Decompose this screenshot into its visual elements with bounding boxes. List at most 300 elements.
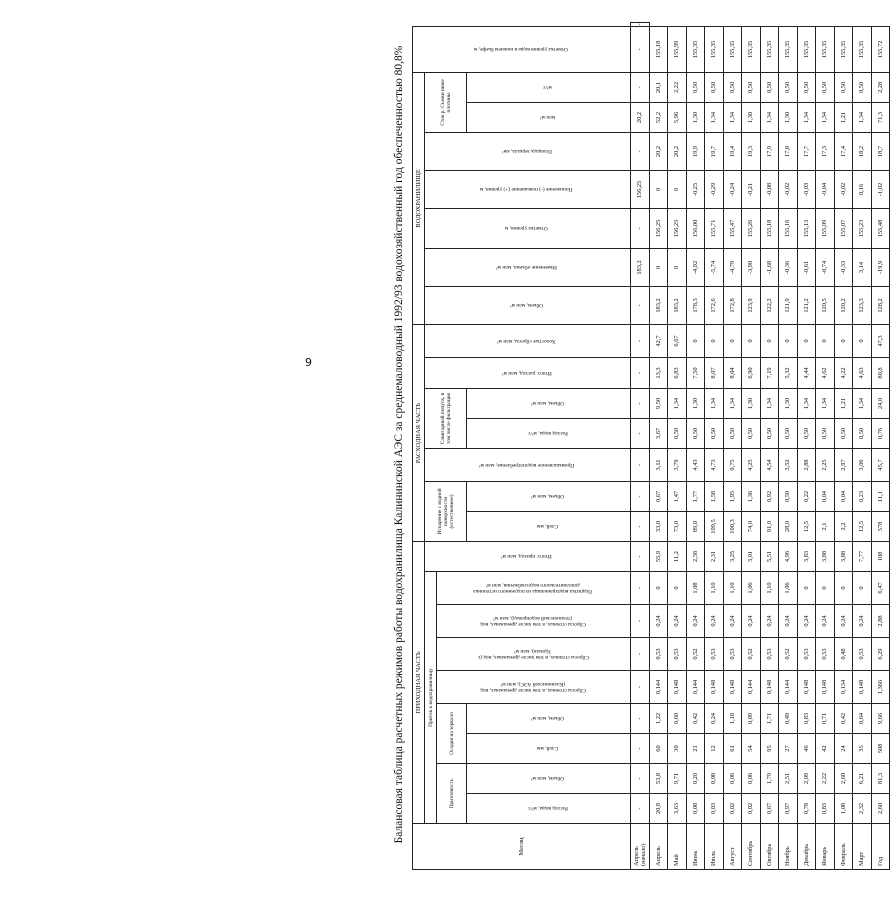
value-cell: 0,23 bbox=[853, 481, 872, 511]
value-cell: 2,60 bbox=[871, 794, 890, 824]
month-cell: Апрель bbox=[649, 824, 668, 870]
table-row bbox=[797, 23, 816, 870]
value-cell: 0,06 bbox=[742, 764, 761, 794]
value-cell: 2,25 bbox=[816, 448, 835, 481]
month-cell: Январь bbox=[816, 824, 835, 870]
rotated-sheet bbox=[390, 17, 895, 872]
value-cell: 0 bbox=[649, 248, 668, 286]
value-cell: 156,25 bbox=[649, 208, 668, 248]
value-cell: 0 bbox=[853, 324, 872, 357]
seepage-discharge-header: Расход воды, м³/с bbox=[467, 418, 631, 448]
value-cell: 172,8 bbox=[723, 286, 742, 324]
value-cell: - bbox=[631, 572, 650, 605]
value-cell: 42,7 bbox=[649, 324, 668, 357]
tributary-volume-header: Объем, млн м³ bbox=[467, 764, 631, 794]
value-cell: 5,96 bbox=[668, 102, 687, 132]
value-cell: -0,25 bbox=[686, 170, 705, 208]
value-cell: 0,02 bbox=[742, 794, 761, 824]
value-cell: - bbox=[631, 638, 650, 671]
value-cell: 0,42 bbox=[686, 704, 705, 734]
value-cell: 0,50 bbox=[742, 72, 761, 102]
value-cell: 1,34 bbox=[705, 102, 724, 132]
value-cell: 0,24 bbox=[705, 605, 724, 638]
value-cell: - bbox=[631, 26, 650, 72]
value-cell: 4,44 bbox=[797, 357, 816, 388]
value-cell: 0 bbox=[668, 170, 687, 208]
value-cell: -0,36 bbox=[779, 248, 798, 286]
value-cell: 0 bbox=[834, 324, 853, 357]
value-cell: 7,77 bbox=[853, 541, 872, 571]
value-cell: 155,35 bbox=[742, 26, 761, 72]
value-cell: 30 bbox=[668, 734, 687, 764]
value-cell: 0,08 bbox=[705, 764, 724, 794]
value-cell: 0,53 bbox=[649, 638, 668, 671]
value-cell: 183,2 bbox=[668, 286, 687, 324]
value-cell: - bbox=[631, 418, 650, 448]
value-cell: 122,2 bbox=[760, 286, 779, 324]
value-cell: 0,83 bbox=[797, 704, 816, 734]
value-cell: 6,47 bbox=[871, 572, 890, 605]
value-cell: 11,2 bbox=[668, 541, 687, 571]
evaporation-layer-header: Слой, мм bbox=[467, 511, 631, 541]
value-cell: 1,06 bbox=[779, 572, 798, 605]
value-cell: 0,78 bbox=[797, 794, 816, 824]
value-cell: - bbox=[631, 23, 650, 27]
value-cell: 2,58 bbox=[686, 541, 705, 571]
precipitation-volume-header: Объем, млн м³ bbox=[467, 704, 631, 734]
value-cell: 0,20 bbox=[686, 764, 705, 794]
value-cell: 120,2 bbox=[834, 286, 853, 324]
value-cell: 156,00 bbox=[686, 208, 705, 248]
value-cell: 9,50 bbox=[649, 388, 668, 418]
value-cell: 178,3 bbox=[686, 286, 705, 324]
value-cell: 0,04 bbox=[816, 481, 835, 511]
value-cell: 155,18 bbox=[649, 26, 668, 72]
value-cell: 1,30 bbox=[779, 102, 798, 132]
value-cell: 11,1 bbox=[871, 481, 890, 511]
value-cell: 3,83 bbox=[797, 541, 816, 571]
tributary-discharge-header: Расход воды, м³/с bbox=[467, 794, 631, 824]
value-cell: 3,79 bbox=[668, 448, 687, 481]
value-cell: 0,09 bbox=[742, 704, 761, 734]
value-cell: 0,50 bbox=[834, 418, 853, 448]
value-cell: - bbox=[631, 671, 650, 704]
value-cell: - bbox=[631, 388, 650, 418]
value-cell: 0 bbox=[723, 324, 742, 357]
value-cell: - bbox=[631, 704, 650, 734]
value-cell: 0,53 bbox=[723, 638, 742, 671]
value-cell: 0 bbox=[649, 572, 668, 605]
value-cell: - bbox=[631, 286, 650, 324]
value-cell: 6,67 bbox=[668, 324, 687, 357]
value-cell: 155,35 bbox=[723, 26, 742, 72]
value-cell: 12,5 bbox=[853, 511, 872, 541]
value-cell: 1,10 bbox=[723, 572, 742, 605]
value-cell: 2,60 bbox=[834, 764, 853, 794]
value-cell: 0,53 bbox=[760, 638, 779, 671]
value-cell: 1,30 bbox=[742, 102, 761, 132]
value-cell: 0 bbox=[834, 572, 853, 605]
value-cell: 2,51 bbox=[779, 764, 798, 794]
value-cell: 52,2 bbox=[649, 102, 668, 132]
value-cell: 0,148 bbox=[797, 671, 816, 704]
value-cell: 0,50 bbox=[760, 72, 779, 102]
value-cell: - bbox=[631, 132, 650, 170]
value-cell: 0,24 bbox=[797, 605, 816, 638]
value-cell: 13,3 bbox=[649, 357, 668, 388]
value-cell: 155,35 bbox=[853, 26, 872, 72]
balance-table bbox=[412, 22, 890, 870]
value-cell: 123,3 bbox=[853, 286, 872, 324]
value-cell: 71,3 bbox=[871, 102, 890, 132]
value-cell: 18,2 bbox=[853, 132, 872, 170]
month-cell: Октябрь bbox=[760, 824, 779, 870]
value-cell: 0,24 bbox=[705, 704, 724, 734]
value-cell: 0,144 bbox=[779, 671, 798, 704]
value-cell: 1,34 bbox=[723, 102, 742, 132]
value-cell: 1,77 bbox=[686, 481, 705, 511]
additional-inflow-header: Подпитка водохранилища из подземного источника дополнительного водоснабжения, млн м³ bbox=[437, 572, 631, 605]
table-body bbox=[631, 23, 890, 870]
value-cell: 6,29 bbox=[871, 638, 890, 671]
value-cell: 155,13 bbox=[797, 208, 816, 248]
precipitation-header: Осадки на зеркало bbox=[437, 704, 467, 764]
value-cell: 0,50 bbox=[723, 72, 742, 102]
value-cell: 0,144 bbox=[742, 671, 761, 704]
value-cell: 0 bbox=[742, 324, 761, 357]
value-cell: 1,34 bbox=[760, 102, 779, 132]
value-cell: 0,50 bbox=[686, 72, 705, 102]
value-cell: 0,24 bbox=[853, 605, 872, 638]
month-cell: Ноябрь bbox=[779, 824, 798, 870]
value-cell: 183,2 bbox=[649, 286, 668, 324]
value-cell: 3,11 bbox=[649, 448, 668, 481]
value-cell: 1,08 bbox=[834, 794, 853, 824]
value-cell: 0,04 bbox=[834, 481, 853, 511]
value-cell: 128,2 bbox=[871, 286, 890, 324]
value-cell: 1,34 bbox=[760, 388, 779, 418]
value-cell: 0,144 bbox=[686, 671, 705, 704]
value-cell: 155,71 bbox=[705, 208, 724, 248]
dam-seepage-header: Санитарный попуск, в том числе фильтрация bbox=[425, 388, 467, 448]
value-cell: 2,28 bbox=[871, 72, 890, 102]
value-cell: 1,34 bbox=[705, 388, 724, 418]
value-cell: 12 bbox=[705, 734, 724, 764]
value-cell: 8,04 bbox=[723, 357, 742, 388]
value-cell: 0,52 bbox=[742, 638, 761, 671]
value-cell: -0,61 bbox=[797, 248, 816, 286]
value-cell: 155,18 bbox=[760, 208, 779, 248]
value-cell: 2,2 bbox=[834, 511, 853, 541]
value-cell: 1,21 bbox=[834, 388, 853, 418]
value-cell: 155,35 bbox=[760, 26, 779, 72]
downstream-header: Сток р. Съежи ниже плотины bbox=[425, 72, 467, 132]
value-cell: 24,0 bbox=[871, 388, 890, 418]
value-cell: 0,67 bbox=[649, 481, 668, 511]
industrial-use-header: Промышленное водопотребление, млн м³ bbox=[425, 448, 631, 481]
value-cell: 0 bbox=[779, 324, 798, 357]
value-cell: 0,50 bbox=[853, 72, 872, 102]
value-cell: 80,8 bbox=[871, 357, 890, 388]
value-cell: 0,148 bbox=[760, 671, 779, 704]
month-header: Месяц bbox=[413, 824, 631, 870]
value-cell: 5,32 bbox=[779, 357, 798, 388]
value-cell: 19,9 bbox=[686, 132, 705, 170]
value-cell: -0,03 bbox=[797, 170, 816, 208]
value-cell: 0,24 bbox=[834, 605, 853, 638]
value-cell: 0,64 bbox=[853, 704, 872, 734]
table-row bbox=[723, 23, 742, 870]
value-cell: 33,0 bbox=[649, 511, 668, 541]
value-cell: 0,52 bbox=[779, 638, 798, 671]
value-cell: 2,22 bbox=[668, 72, 687, 102]
month-cell: Июнь bbox=[686, 824, 705, 870]
value-cell: 0,24 bbox=[723, 605, 742, 638]
value-cell: -0,08 bbox=[760, 170, 779, 208]
value-cell: 7,19 bbox=[760, 357, 779, 388]
value-cell: 24 bbox=[834, 734, 853, 764]
value-cell: 0,134 bbox=[834, 671, 853, 704]
value-cell: - bbox=[631, 511, 650, 541]
table-row bbox=[686, 23, 705, 870]
value-cell: 0 bbox=[649, 170, 668, 208]
value-cell: 20,2 bbox=[631, 102, 650, 132]
value-cell: 0,148 bbox=[816, 671, 835, 704]
value-cell: 4,43 bbox=[686, 448, 705, 481]
value-cell: 6,21 bbox=[853, 764, 872, 794]
inflow-header: Приток к водохранилищу bbox=[425, 572, 437, 824]
value-cell: 61 bbox=[723, 734, 742, 764]
value-cell: 0,50 bbox=[723, 418, 742, 448]
precipitation-layer-header: Слой, мм bbox=[467, 734, 631, 764]
value-cell: 28,0 bbox=[779, 511, 798, 541]
value-cell: 35 bbox=[853, 734, 872, 764]
value-cell: -0,74 bbox=[816, 248, 835, 286]
value-cell: 1,34 bbox=[797, 102, 816, 132]
value-cell: 0,148 bbox=[668, 671, 687, 704]
value-cell: 1,08 bbox=[686, 572, 705, 605]
value-cell: 155,07 bbox=[834, 208, 853, 248]
value-cell: 1,30 bbox=[686, 102, 705, 132]
value-cell: 1,30 bbox=[686, 388, 705, 418]
value-cell: 155,72 bbox=[871, 26, 890, 72]
value-cell: 183,2 bbox=[631, 248, 650, 286]
value-cell: 0,24 bbox=[816, 605, 835, 638]
value-cell: -0,33 bbox=[834, 248, 853, 286]
value-cell: - bbox=[631, 448, 650, 481]
value-cell: 4,25 bbox=[742, 448, 761, 481]
value-cell: 2,88 bbox=[871, 605, 890, 638]
value-cell: 508 bbox=[871, 734, 890, 764]
value-cell: -4,79 bbox=[723, 248, 742, 286]
value-cell: 4,96 bbox=[779, 541, 798, 571]
value-cell: 2,97 bbox=[834, 448, 853, 481]
value-cell: 155,99 bbox=[668, 26, 687, 72]
value-cell: 0,48 bbox=[834, 638, 853, 671]
value-cell: 0,148 bbox=[853, 671, 872, 704]
value-cell: 0,16 bbox=[853, 170, 872, 208]
value-cell: 0,53 bbox=[797, 638, 816, 671]
value-cell: 2,88 bbox=[797, 448, 816, 481]
value-cell: 1,58 bbox=[705, 481, 724, 511]
value-cell: 0,53 bbox=[853, 638, 872, 671]
value-cell: 20,2 bbox=[649, 132, 668, 170]
value-cell: 0,50 bbox=[779, 481, 798, 511]
value-cell: 3,06 bbox=[853, 448, 872, 481]
value-cell: 0,75 bbox=[723, 448, 742, 481]
value-cell: 4,22 bbox=[834, 357, 853, 388]
value-cell: 1,34 bbox=[797, 388, 816, 418]
value-cell: 81,3 bbox=[871, 764, 890, 794]
month-cell: Год bbox=[871, 824, 890, 870]
value-cell: 0 bbox=[668, 572, 687, 605]
value-cell: 0,50 bbox=[816, 72, 835, 102]
value-cell: 19,4 bbox=[723, 132, 742, 170]
value-cell: 6,83 bbox=[668, 357, 687, 388]
table-row bbox=[816, 23, 835, 870]
value-cell: 0,50 bbox=[742, 418, 761, 448]
value-cell: 0,53 bbox=[816, 638, 835, 671]
value-cell: 0 bbox=[816, 324, 835, 357]
value-cell: 1,34 bbox=[816, 102, 835, 132]
value-cell: 8,07 bbox=[705, 357, 724, 388]
month-cell: Сентябрь bbox=[742, 824, 761, 870]
value-cell: 1,79 bbox=[760, 764, 779, 794]
value-cell: 42 bbox=[816, 734, 835, 764]
expense-total-header: Итого: расход, млн м³ bbox=[425, 357, 631, 388]
value-cell: 0 bbox=[686, 324, 705, 357]
value-cell: 9,66 bbox=[871, 704, 890, 734]
value-cell: 19,3 bbox=[742, 132, 761, 170]
value-cell: 108 bbox=[871, 541, 890, 571]
value-cell: 155,35 bbox=[816, 26, 835, 72]
value-cell: 0,92 bbox=[760, 481, 779, 511]
value-cell: 47,3 bbox=[871, 324, 890, 357]
table-row bbox=[631, 23, 650, 870]
value-cell: 1,22 bbox=[649, 704, 668, 734]
reservoir-header: ВОДОХРАНИЛИЩЕ bbox=[413, 72, 425, 324]
value-cell: 0,53 bbox=[705, 638, 724, 671]
value-cell: 0,97 bbox=[779, 794, 798, 824]
value-cell: 1,10 bbox=[705, 572, 724, 605]
value-cell: 3,52 bbox=[779, 448, 798, 481]
value-cell: 17,8 bbox=[779, 132, 798, 170]
value-cell: -0,02 bbox=[834, 170, 853, 208]
value-cell: - bbox=[631, 794, 650, 824]
table-row bbox=[779, 23, 798, 870]
value-cell: 54 bbox=[742, 734, 761, 764]
return-total-header: Сбросы сточных, в том числе дренажных, вод (Калининской АЭС), млн м³ bbox=[437, 671, 631, 704]
value-cell: 0,50 bbox=[834, 72, 853, 102]
value-cell: 0,83 bbox=[816, 794, 835, 824]
value-cell: 0,24 bbox=[779, 605, 798, 638]
table-row bbox=[834, 23, 853, 870]
value-cell: 1,06 bbox=[742, 572, 761, 605]
value-cell: 1,10 bbox=[760, 572, 779, 605]
table-row bbox=[668, 23, 687, 870]
value-cell: 155,26 bbox=[742, 208, 761, 248]
value-cell: 0,24 bbox=[742, 605, 761, 638]
value-cell: 1,34 bbox=[853, 388, 872, 418]
table-row bbox=[871, 23, 890, 870]
value-cell: 0,08 bbox=[686, 794, 705, 824]
value-cell: 1,95 bbox=[723, 481, 742, 511]
value-cell: 0,50 bbox=[797, 72, 816, 102]
value-cell: 100,3 bbox=[723, 511, 742, 541]
value-cell: 74,0 bbox=[742, 511, 761, 541]
value-cell: 0,22 bbox=[797, 481, 816, 511]
expense-part-header: РАСХОДНАЯ ЧАСТЬ bbox=[413, 324, 425, 541]
month-cell: Март bbox=[853, 824, 872, 870]
value-cell: 3,14 bbox=[853, 248, 872, 286]
value-cell: 121,9 bbox=[779, 286, 798, 324]
value-cell: 3,88 bbox=[834, 541, 853, 571]
value-cell: 91,0 bbox=[760, 511, 779, 541]
value-cell: 0,148 bbox=[705, 671, 724, 704]
value-cell: 155,47 bbox=[723, 208, 742, 248]
value-cell: - bbox=[631, 357, 650, 388]
value-cell: 2,09 bbox=[797, 764, 816, 794]
value-cell: - bbox=[631, 734, 650, 764]
value-cell: 155,35 bbox=[797, 26, 816, 72]
return-settlement-header: Сбросы сточных, в том числе дренажных, вод (технический водопровод), млн м³ bbox=[437, 605, 631, 638]
value-cell: 4,73 bbox=[705, 448, 724, 481]
value-cell: 0,67 bbox=[760, 794, 779, 824]
value-cell: 155,35 bbox=[779, 26, 798, 72]
value-cell: -0,04 bbox=[816, 170, 835, 208]
value-cell: -3,90 bbox=[742, 248, 761, 286]
value-cell: 9,71 bbox=[668, 764, 687, 794]
value-cell: -0,24 bbox=[723, 170, 742, 208]
value-cell: 155,35 bbox=[834, 26, 853, 72]
value-cell: 18,7 bbox=[871, 132, 890, 170]
value-cell: 0 bbox=[760, 324, 779, 357]
value-cell: -19,9 bbox=[871, 248, 890, 286]
return-udomlya-header: Сбросы сточных, в том числе дренажных, вод (г. Удомля), млн м³ bbox=[437, 638, 631, 671]
value-cell: -5,74 bbox=[705, 248, 724, 286]
value-cell: 45,7 bbox=[871, 448, 890, 481]
value-cell: 0,50 bbox=[816, 418, 835, 448]
value-cell: 0,144 bbox=[649, 671, 668, 704]
value-cell: 0,50 bbox=[760, 418, 779, 448]
value-cell: 2,31 bbox=[705, 541, 724, 571]
value-cell: 17,7 bbox=[797, 132, 816, 170]
tributary-header: Приточность bbox=[437, 764, 467, 824]
value-cell: 5,51 bbox=[760, 541, 779, 571]
value-cell: 89,0 bbox=[686, 511, 705, 541]
value-cell: -0,29 bbox=[705, 170, 724, 208]
level-mark-header: Отметка уровня, м bbox=[425, 208, 631, 248]
value-cell: 0,60 bbox=[668, 704, 687, 734]
value-cell: 4,62 bbox=[816, 357, 835, 388]
value-cell: 0,06 bbox=[723, 764, 742, 794]
value-cell: 0 bbox=[705, 324, 724, 357]
level-change-header: Понижение (-) повышение (+) уровня, м bbox=[425, 170, 631, 208]
value-cell: - bbox=[631, 208, 650, 248]
value-cell: 46 bbox=[797, 734, 816, 764]
value-cell: 0,42 bbox=[834, 704, 853, 734]
value-cell: 0 bbox=[797, 572, 816, 605]
income-total-header: Итого: приход, млн м³ bbox=[425, 541, 631, 571]
value-cell: 0,50 bbox=[705, 418, 724, 448]
value-cell: 12,5 bbox=[797, 511, 816, 541]
value-cell: 3,63 bbox=[668, 794, 687, 824]
tailwater-level-header: Отметка уровня воды в нижнем бьефе, м bbox=[413, 26, 631, 72]
table-row bbox=[705, 23, 724, 870]
value-cell: 0 bbox=[797, 324, 816, 357]
value-cell: 155,48 bbox=[871, 208, 890, 248]
value-cell: 156,25 bbox=[668, 208, 687, 248]
